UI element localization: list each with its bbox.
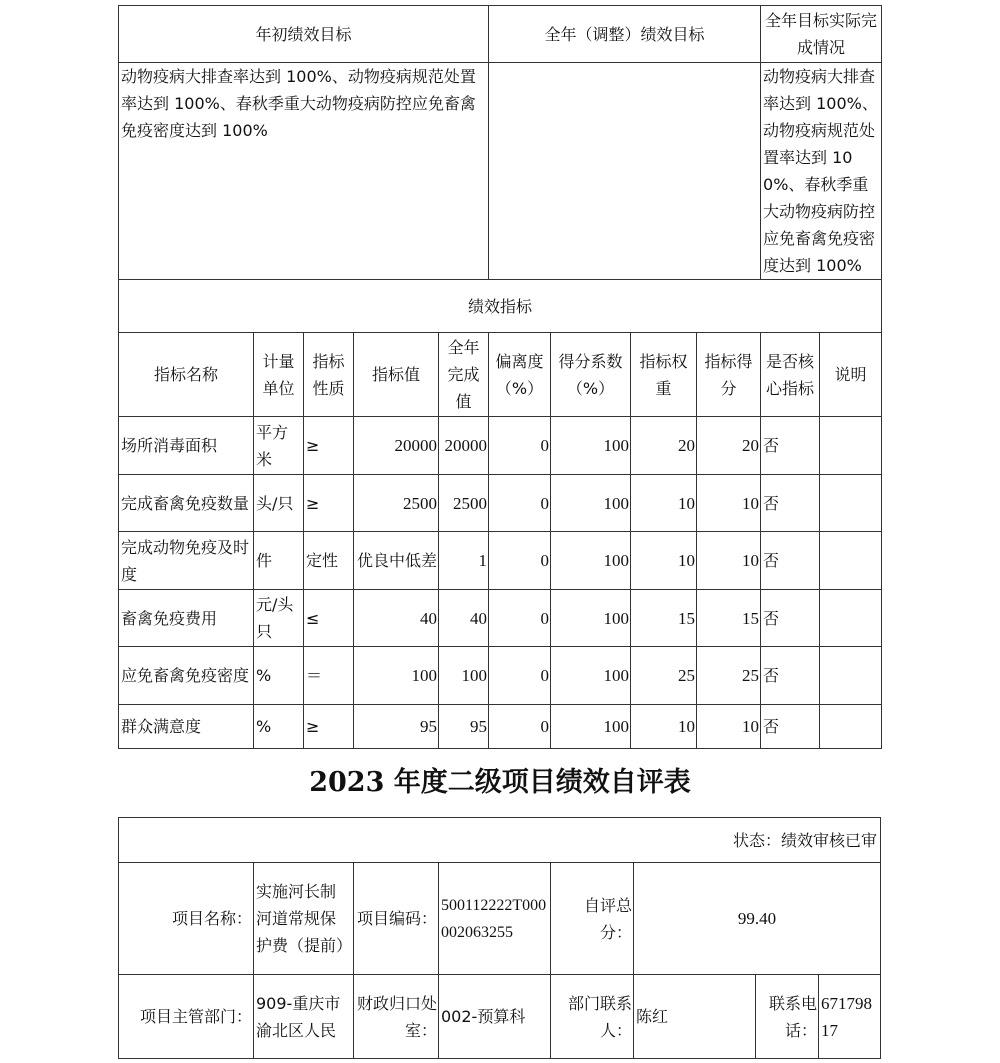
indicator-core: 否 [761,532,820,590]
indicator-unit: 元/头只 [254,590,304,647]
status-badge: 状态：绩效审核已审 [119,818,881,863]
col-header-unit: 计量单位 [254,333,304,417]
col-header-score: 指标得分 [697,333,761,417]
indicator-core: 否 [761,417,820,475]
indicator-coefficient: 100 [551,475,631,532]
col-header-note: 说明 [820,333,882,417]
col-header-nature: 指标性质 [304,333,354,417]
indicator-nature: ＝ [304,647,354,705]
indicator-name: 完成动物免疫及时度 [119,532,254,590]
indicator-target: 40 [354,590,439,647]
indicator-note [820,705,882,749]
dept-label: 项目主管部门： [119,975,254,1059]
actual-completion-text: 动物疫病大排查率达到 100%、动物疫病规范处置率达到 100%、春秋季重大动物疫病防控应免畜禽免疫密度达到 100% [761,63,882,280]
indicators-title: 绩效指标 [119,280,882,333]
indicator-note [820,647,882,705]
dept-value: 909-重庆市渝北区人民 [254,975,354,1059]
indicator-name: 完成畜禽免疫数量 [119,475,254,532]
indicator-deviation: 0 [489,417,551,475]
adjusted-goal-header: 全年（调整）绩效目标 [489,6,761,63]
indicator-coefficient: 100 [551,590,631,647]
col-header-done: 全年完成值 [439,333,489,417]
indicator-nature: ≥ [304,705,354,749]
contact-label: 部门联系人： [551,975,634,1059]
indicator-done: 20000 [439,417,489,475]
indicator-name: 应免畜禽免疫密度 [119,647,254,705]
indicator-name: 群众满意度 [119,705,254,749]
project-code-label: 项目编码： [354,863,439,975]
table-row [119,647,882,705]
indicator-weight: 25 [631,647,697,705]
phone-label: 联系电话： [756,975,819,1059]
indicator-core: 否 [761,705,820,749]
indicator-note [820,475,882,532]
actual-completion-header: 全年目标实际完成情况 [761,6,882,63]
indicator-core: 否 [761,647,820,705]
indicator-score: 15 [697,590,761,647]
indicator-coefficient: 100 [551,705,631,749]
col-header-name: 指标名称 [119,333,254,417]
indicator-target: 100 [354,647,439,705]
project-self-evaluation-table [118,817,881,1059]
indicator-nature: ≤ [304,590,354,647]
indicator-nature: ≥ [304,417,354,475]
indicator-target: 优良中低差 [354,532,439,590]
indicator-deviation: 0 [489,705,551,749]
indicator-coefficient: 100 [551,417,631,475]
indicator-done: 95 [439,705,489,749]
indicator-weight: 10 [631,532,697,590]
table-row [119,532,882,590]
indicator-unit: 平方米 [254,417,304,475]
indicator-unit: % [254,705,304,749]
indicator-weight: 10 [631,475,697,532]
indicator-weight: 10 [631,705,697,749]
indicator-core: 否 [761,590,820,647]
indicator-core: 否 [761,475,820,532]
indicator-note [820,590,882,647]
col-header-deviation: 偏离度（%） [489,333,551,417]
table-row [119,705,882,749]
indicator-target: 20000 [354,417,439,475]
indicator-nature: ≥ [304,475,354,532]
table-row [119,417,882,475]
col-header-core: 是否核心指标 [761,333,820,417]
performance-goals-table [118,5,882,749]
indicator-deviation: 0 [489,532,551,590]
indicator-name: 畜禽免疫费用 [119,590,254,647]
indicator-deviation: 0 [489,590,551,647]
indicator-done: 100 [439,647,489,705]
indicator-done: 2500 [439,475,489,532]
col-header-weight: 指标权重 [631,333,697,417]
self-score-value: 99.40 [634,863,881,975]
phone-value: 67179817 [819,975,881,1059]
self-score-label: 自评总分： [551,863,634,975]
indicator-unit: % [254,647,304,705]
indicator-unit: 头/只 [254,475,304,532]
indicator-unit: 件 [254,532,304,590]
indicator-score: 10 [697,532,761,590]
project-code-value: 500112222T000002063255 [439,863,551,975]
indicator-note [820,417,882,475]
adjusted-goal-text [489,63,761,280]
project-name-label: 项目名称： [119,863,254,975]
indicator-score: 25 [697,647,761,705]
initial-goal-header: 年初绩效目标 [119,6,489,63]
indicator-deviation: 0 [489,647,551,705]
page-title: 2023 年度二级项目绩效自评表 [309,767,691,798]
indicator-note [820,532,882,590]
indicator-coefficient: 100 [551,647,631,705]
indicator-score: 10 [697,705,761,749]
indicator-score: 10 [697,475,761,532]
table-row [119,475,882,532]
finance-label: 财政归口处室： [354,975,439,1059]
col-header-coefficient: 得分系数（%） [551,333,631,417]
contact-value: 陈红 [634,975,756,1059]
project-name-value: 实施河长制河道常规保护费（提前） [254,863,354,975]
indicator-done: 1 [439,532,489,590]
indicator-deviation: 0 [489,475,551,532]
indicator-name: 场所消毒面积 [119,417,254,475]
table-row [119,590,882,647]
indicator-target: 95 [354,705,439,749]
indicator-target: 2500 [354,475,439,532]
indicator-nature: 定性 [304,532,354,590]
indicator-done: 40 [439,590,489,647]
indicator-weight: 15 [631,590,697,647]
finance-value: 002-预算科 [439,975,551,1059]
col-header-target: 指标值 [354,333,439,417]
indicator-coefficient: 100 [551,532,631,590]
initial-goal-text: 动物疫病大排查率达到 100%、动物疫病规范处置率达到 100%、春秋季重大动物疫病防控应免畜禽免疫密度达到 100% [119,63,489,280]
indicator-weight: 20 [631,417,697,475]
indicator-score: 20 [697,417,761,475]
